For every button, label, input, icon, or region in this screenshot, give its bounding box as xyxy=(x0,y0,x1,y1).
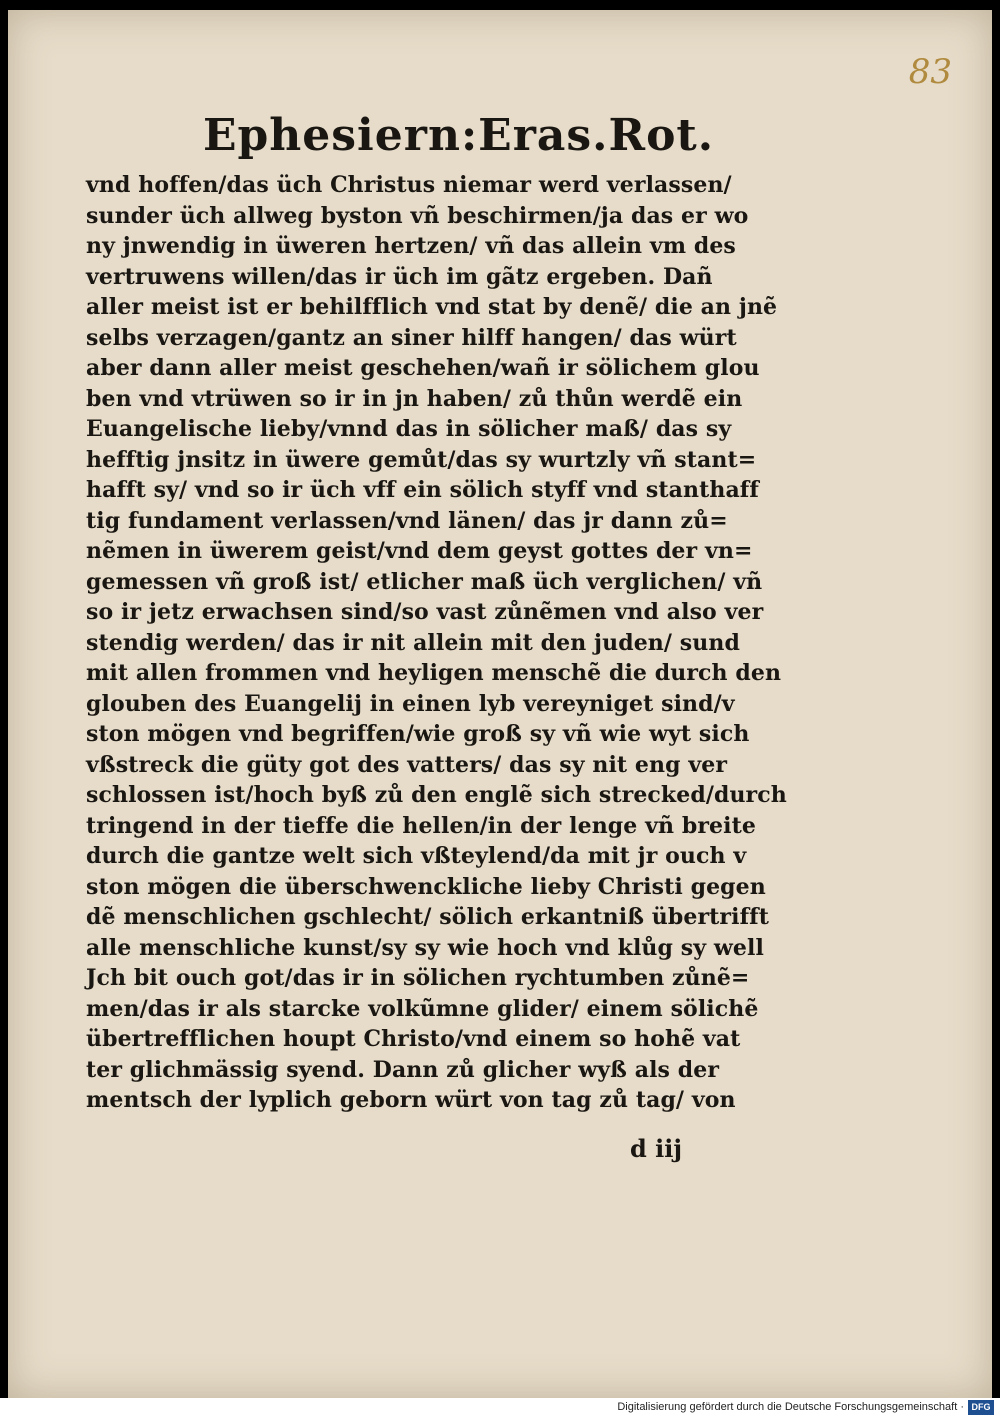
text-line: Jch bit ouch got/das ir in sölichen rychtumben zůnẽ= xyxy=(86,965,750,991)
dfg-logo: DFG xyxy=(968,1400,994,1415)
signature-mark: d iij xyxy=(630,1134,683,1163)
text-line: dẽ menschlichen gschlecht/ sölich erkantniß übertrifft xyxy=(86,904,769,930)
text-line: ter glichmässig syend. Dann zů glicher wyß als der xyxy=(86,1056,720,1083)
text-line: aber dann aller meist geschehen/wañ ir sölichem glou xyxy=(86,355,760,381)
text-line: gemessen vñ groß ist/ etlicher maß üch verglichen/ vñ xyxy=(86,568,763,595)
text-line: schlossen ist/hoch byß zů den englẽ sich strecked/durch xyxy=(86,782,787,808)
text-line: so ir jetz erwachsen sind/so vast zůnẽmen vnd also ver xyxy=(86,599,764,625)
text-line: übertrefflichen houpt Christo/vnd einem so hohẽ vat xyxy=(86,1026,741,1052)
text-line: men/das ir als starcke volkũmne glider/ einem sölichẽ xyxy=(86,995,759,1022)
text-line: alle menschliche kunst/sy sy wie hoch vnd klůg sy well xyxy=(86,934,764,961)
text-line: vßstreck die güty got des vatters/ das sy nit eng ver xyxy=(86,751,728,778)
folio-number: 83 xyxy=(908,52,952,92)
text-line: aller meist ist er behilfflich vnd stat by denẽ/ die an jnẽ xyxy=(86,294,778,320)
digitization-credit: Digitalisierung gefördert durch die Deutsche Forschungsgemeinschaft · xyxy=(617,1401,964,1413)
footer-strip xyxy=(0,1398,1000,1419)
text-line: ny jnwendig in üweren hertzen/ vñ das allein vm des xyxy=(86,233,736,259)
text-line: ben vnd vtrüwen so ir in jn haben/ zů thůn werdẽ ein xyxy=(86,385,743,412)
running-head: Ephesiern:Eras.Rot. xyxy=(203,110,715,161)
text-line: Euangelische lieby/vnnd das in sölicher maß/ das sy xyxy=(86,416,732,442)
text-line: hefftig jnsitz in üwere gemůt/das sy wurtzly vñ stant= xyxy=(86,446,757,473)
text-line: mentsch der lyplich geborn würt von tag zů tag/ von xyxy=(86,1087,736,1113)
text-line: durch die gantze welt sich vßteylend/da mit jr ouch v xyxy=(86,843,747,869)
book-page xyxy=(8,10,992,1398)
text-line: ston mögen vnd begriffen/wie groß sy vñ wie wyt sich xyxy=(86,721,750,747)
text-line: selbs verzagen/gantz an siner hilff hangen/ das würt xyxy=(86,324,737,351)
text-line: tig fundament verlassen/vnd länen/ das jr dann zů= xyxy=(86,507,728,534)
text-line: nẽmen in üwerem geist/vnd dem geyst gottes der vn= xyxy=(86,538,753,564)
text-line: tringend in der tieffe die hellen/in der lenge vñ breite xyxy=(86,812,756,839)
text-line: stendig werden/ das ir nit allein mit den juden/ sund xyxy=(86,629,740,656)
text-line: hafft sy/ vnd so ir üch vff ein sölich styff vnd stanthaff xyxy=(86,477,759,503)
text-line: ston mögen die überschwenckliche lieby Christi gegen xyxy=(86,873,766,900)
text-line: vertruwens willen/das ir üch im gãtz ergeben. Dañ xyxy=(86,263,713,290)
text-line: glouben des Euangelij in einen lyb vereyniget sind/v xyxy=(86,690,735,717)
text-line: vnd hoffen/das üch Christus niemar werd verlassen/ xyxy=(86,172,732,198)
text-block xyxy=(86,170,787,1116)
text-line: mit allen frommen vnd heyligen menschẽ die durch den xyxy=(86,660,782,686)
text-line: sunder üch allweg byston vñ beschirmen/ja das er wo xyxy=(86,202,749,229)
